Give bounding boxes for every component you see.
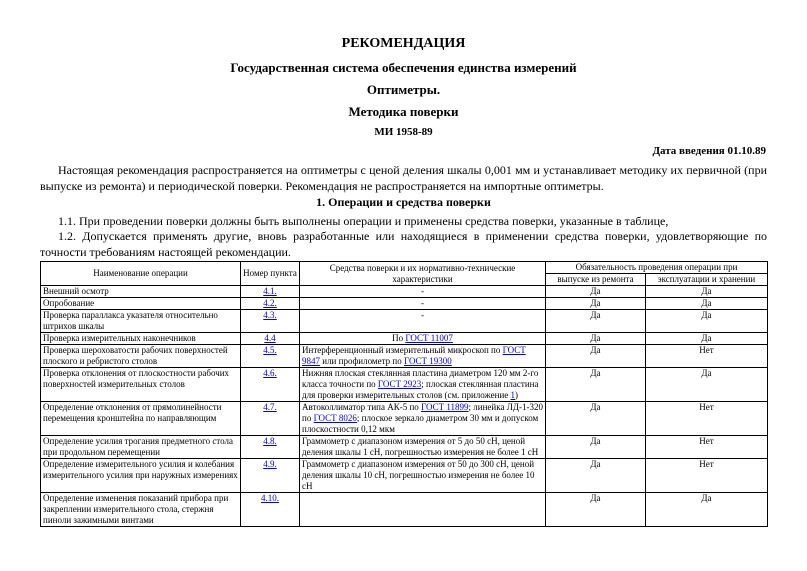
product-name: Оптиметры.	[366, 82, 441, 97]
header-release: выпуске из ремонта	[546, 274, 646, 286]
means-cell: -	[300, 298, 546, 310]
release-cell: Да	[546, 436, 646, 459]
header-means: Средства поверки и их нормативно-технические характеристики	[300, 262, 546, 286]
header-operation-storage: эксплуатации и хранении	[646, 274, 768, 286]
point-link[interactable]: 4.2.	[263, 298, 277, 308]
gost-link[interactable]: ГОСТ 8026	[313, 413, 357, 423]
storage-cell: Да	[646, 286, 768, 298]
gost-link[interactable]: ГОСТ 9847	[302, 345, 526, 366]
storage-cell: Да	[646, 493, 768, 527]
release-cell: Да	[546, 493, 646, 527]
operation-cell: Внешний осмотр	[41, 286, 241, 298]
paragraph-1-1: 1.1. При проведении поверки должны быть выполнены операции и применены средства поверки, указанные в таблице,	[58, 214, 669, 228]
point-link[interactable]: 4.3.	[263, 310, 277, 320]
release-cell: Да	[546, 368, 646, 402]
means-cell: -	[300, 286, 546, 298]
storage-cell: Нет	[646, 402, 768, 436]
table-row	[41, 345, 768, 368]
operation-cell: Проверка измерительных наконечников	[41, 333, 241, 345]
table-row	[41, 368, 768, 402]
operation-cell: Определение изменения показаний прибора при закреплении измерительного стола, стержня пиноли зажимными винтами	[41, 493, 241, 527]
point-link[interactable]: 4.9.	[263, 459, 277, 469]
point-link[interactable]: 4.8.	[263, 436, 277, 446]
release-cell: Да	[546, 459, 646, 493]
operation-cell: Определение усилия трогания предметного стола при продольном перемещении	[41, 436, 241, 459]
header-mandatory: Обязательность проведения операции при	[546, 262, 768, 274]
method-heading: Методика поверки	[348, 104, 459, 119]
table-row	[41, 459, 768, 493]
section-heading: 1. Операции и средства поверки	[316, 195, 491, 209]
means-text: или профилометр по	[320, 356, 404, 366]
point-link[interactable]: 4.7.	[263, 402, 277, 412]
means-text: Интерференционный измерительный микроскоп по	[302, 345, 503, 355]
operation-cell: Опробование	[41, 298, 241, 310]
means-cell	[300, 368, 546, 402]
means-cell	[300, 402, 546, 436]
means-text: ; плоское зеркало диаметром 30 мм и допуском плоскостности 0,12 мкм	[302, 413, 539, 434]
table-row	[41, 286, 768, 298]
release-cell: Да	[546, 345, 646, 368]
means-cell	[300, 333, 546, 345]
paragraph-1-2: 1.2. Допускается применять другие, вновь разработанные или находящиеся в применении средства поверки, удовлетворяющие по точности требованиям настоящей рекомендации.	[40, 229, 767, 259]
means-text: Нижняя плоская стеклянная пластина диаметром 120 мм 2-го класса точности по	[302, 368, 539, 389]
table-row	[41, 436, 768, 459]
release-cell: Да	[546, 310, 646, 333]
operation-cell: Проверка шероховатости рабочих поверхностей плоского и ребристого столов	[41, 345, 241, 368]
storage-cell: Да	[646, 333, 768, 345]
release-cell: Да	[546, 298, 646, 310]
storage-cell: Нет	[646, 436, 768, 459]
point-link[interactable]: 4.6.	[263, 368, 277, 378]
point-link[interactable]: 4.1.	[263, 286, 277, 296]
table-row	[41, 298, 768, 310]
table-row	[41, 493, 768, 527]
point-link[interactable]: 4.5.	[263, 345, 277, 355]
header-operation: Наименование операции	[41, 262, 241, 286]
document-title: РЕКОМЕНДАЦИЯ	[341, 36, 466, 51]
document-subtitle: Государственная система обеспечения единства измерений	[230, 60, 577, 75]
storage-cell: Да	[646, 310, 768, 333]
means-text: )	[515, 390, 519, 400]
storage-cell: Да	[646, 368, 768, 402]
storage-cell: Нет	[646, 459, 768, 493]
operation-cell: Определение измерительного усилия и колебания измерительного усилия при наружных измерениях	[41, 459, 241, 493]
header-point: Номер пункта	[241, 262, 300, 286]
document-code: МИ 1958-89	[374, 126, 433, 138]
operation-cell: Проверка отклонения от плоскостности рабочих поверхностей измерительных столов	[41, 368, 241, 402]
release-cell: Да	[546, 402, 646, 436]
effective-date: Дата введения 01.10.89	[652, 145, 766, 157]
gost-link[interactable]: ГОСТ 11007	[405, 333, 453, 343]
means-text: ; плоская стеклянная пластина для проверки измерительных столов (см. приложение	[302, 379, 539, 400]
point-link[interactable]: 4.10.	[261, 493, 279, 503]
gost-link[interactable]: ГОСТ 19300	[403, 356, 452, 366]
table-row	[41, 310, 768, 333]
release-cell: Да	[546, 286, 646, 298]
table-row	[41, 402, 768, 436]
means-text: ; линейка ЛД-1-320 по	[302, 402, 543, 423]
release-cell: Да	[546, 333, 646, 345]
storage-cell: Нет	[646, 345, 768, 368]
means-text: По	[392, 333, 406, 343]
means-cell: Граммометр с диапазоном измерения от 50 до 300 сН, ценой деления шкалы 10 сН, погрешностью измерения не более 10 сН	[300, 459, 546, 493]
operation-cell: Определение отклонения от прямолинейности перемещения кронштейна по направляющим	[41, 402, 241, 436]
storage-cell: Да	[646, 298, 768, 310]
intro-paragraph: Настоящая рекомендация распространяется на оптиметры с ценой деления шкалы 0,001 мм и устанавливает методику их первичной (при выпуске из ремонта) и периодической поверки. Рекомендация не распространяется на импортные оптиметры.	[40, 163, 767, 193]
means-cell	[300, 493, 546, 527]
means-cell: Граммометр с диапазоном измерения от 5 до 50 сН, ценой деления шкалы 1 сН, погрешностью измерения не более 1 сН	[300, 436, 546, 459]
means-text: Автоколлиматор типа АК-5 по	[302, 402, 422, 412]
operation-cell: Проверка параллакса указателя относительно штрихов шкалы	[41, 310, 241, 333]
table-row	[41, 333, 768, 345]
means-cell: -	[300, 310, 546, 333]
appendix-link[interactable]: 1	[510, 390, 516, 400]
gost-link[interactable]: ГОСТ 2923	[377, 379, 422, 389]
gost-link[interactable]: ГОСТ 11899	[421, 402, 469, 412]
means-cell	[300, 345, 546, 368]
point-link[interactable]: 4.4	[264, 333, 276, 343]
operations-table	[40, 261, 768, 527]
